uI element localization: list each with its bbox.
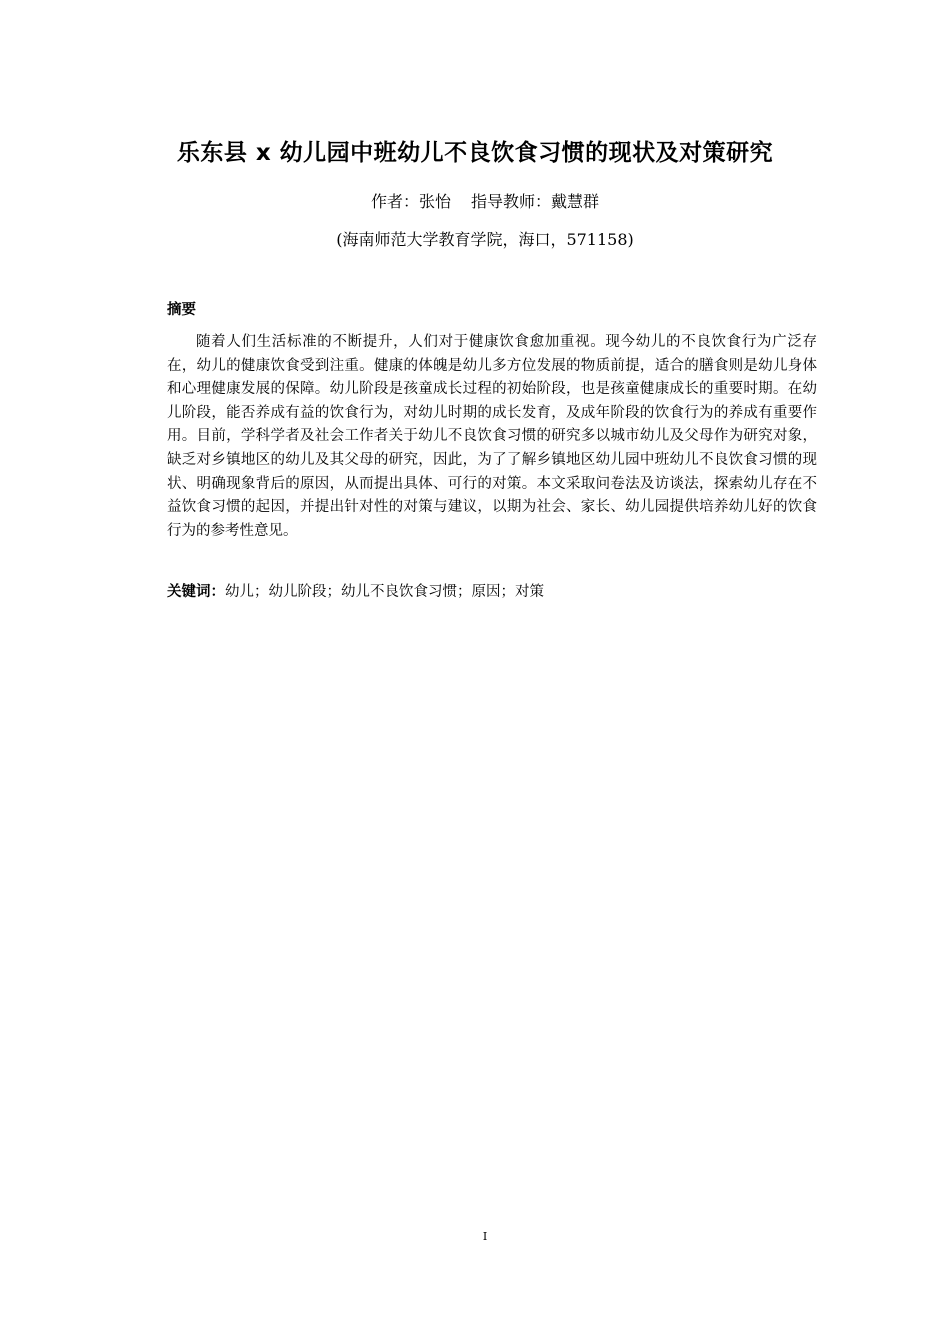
keywords-label: 关键词： — [167, 584, 225, 600]
advisor-name: 指导教师：戴慧群 — [471, 192, 600, 211]
author-line — [0, 190, 950, 214]
page-number: I — [482, 1230, 488, 1243]
keywords — [167, 581, 817, 604]
abstract-heading: 摘要 — [167, 302, 196, 318]
keywords-value: 幼儿；幼儿阶段；幼儿不良饮食习惯；原因；对策 — [225, 584, 544, 600]
author-name: 作者：张怡 — [370, 192, 451, 211]
paper-title: 乐东县 x 幼儿园中班幼儿不良饮食习惯的现状及对策研究 — [176, 140, 774, 166]
affiliation: (海南师范大学教育学院，海口，571158) — [336, 230, 634, 249]
abstract-body: 随着人们生活标准的不断提升，人们对于健康饮食愈加重视。现今幼儿的不良饮食行为广泛存在，幼儿的健康饮食受到注重。健康的体魄是幼儿多方位发展的物质前提，适合的膳食则是幼儿身体和心理健康发展的保障。幼儿阶段是孩童成长过程的初始阶段，也是孩童健康成长的重要时期。在幼儿阶段，能否养成有益的饮食行为，对幼儿时期的成长发育，及成年阶段的饮食行为的养成有重要作用。目前，学科学者及社会工作者关于幼儿不良饮食习惯的研究多以城市幼儿及父母作为研究对象，缺乏对乡镇地区的幼儿及其父母的研究，因此，为了了解乡镇地区幼儿园中班幼儿不良饮食习惯的现状、明确现象背后的原因，从而提出具体、可行的对策。本文采取问卷法及访谈法，探索幼儿存在不益饮食习惯的起因，并提出针对性的对策与建议，以期为社会、家长、幼儿园提供培养幼儿好的饮食行为的参考性意见。 — [167, 334, 817, 539]
